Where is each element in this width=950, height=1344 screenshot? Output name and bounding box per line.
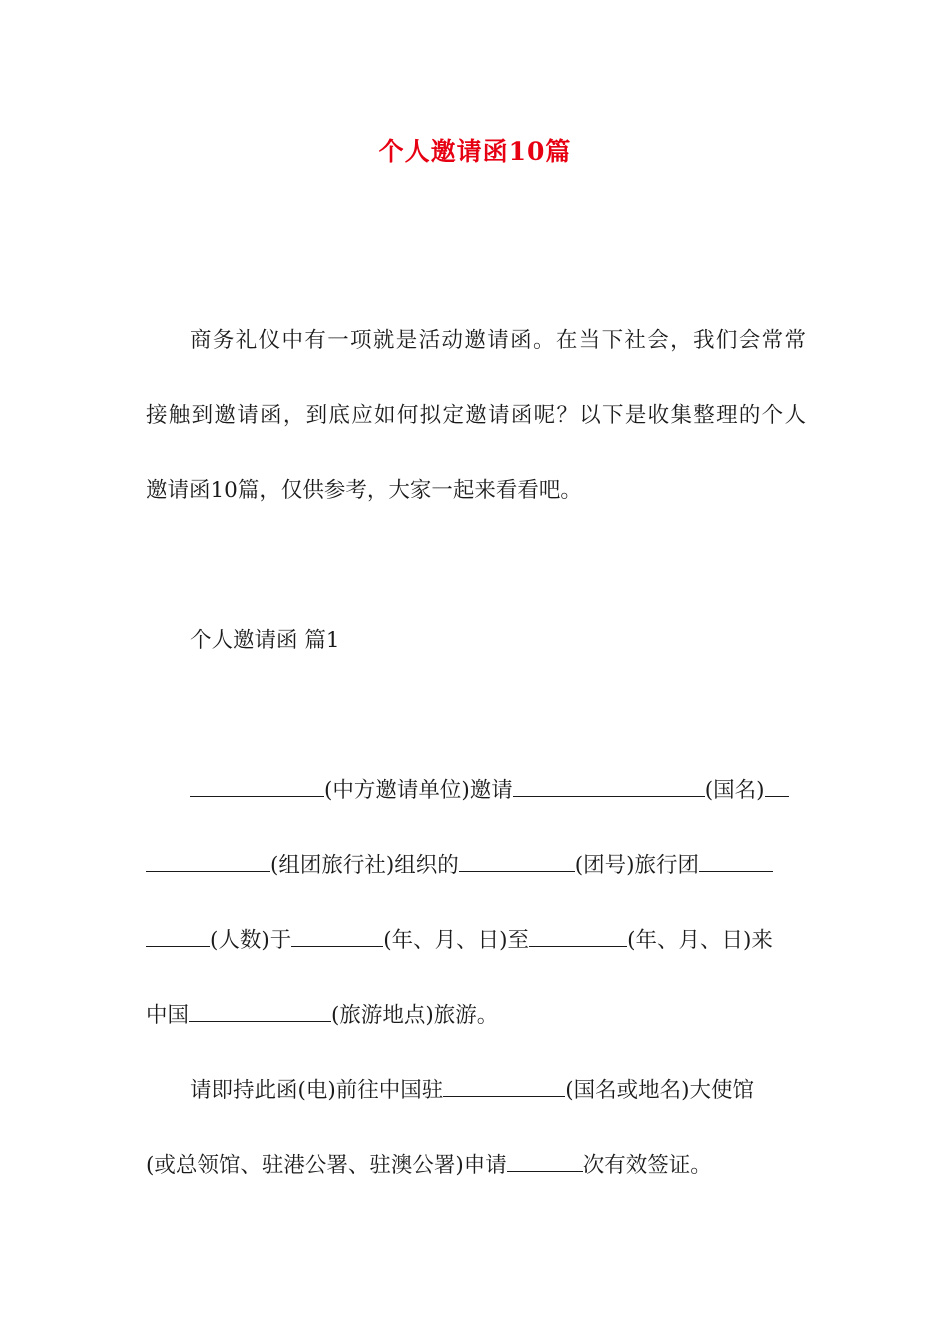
letter-p1-line-1 (190, 776, 806, 806)
blank-agency-start (765, 776, 789, 797)
blank-embassy (443, 1076, 565, 1097)
intro-line-1: 商务礼仪中有一项就是活动邀请函。在当下社会，我们会常常 (190, 328, 806, 353)
text-people: (人数)于 (210, 928, 292, 953)
intro-line-2: 接触到邀请函，到底应如何拟定邀请函呢？以下是收集整理的个人 (146, 403, 806, 428)
blank-group-no (459, 851, 575, 872)
text-china: 中国 (146, 1003, 190, 1028)
document-title: 个人邀请函10篇 (378, 137, 572, 166)
blank-country (513, 776, 705, 797)
text-date-to: (年、月、日)来 (627, 928, 773, 953)
blank-people-start (699, 851, 773, 872)
text-inviting-unit: (中方邀请单位)邀请 (324, 778, 513, 803)
letter-p2-line-2 (146, 1151, 806, 1181)
blank-visa (507, 1151, 583, 1172)
text-date-from: (年、月、日)至 (383, 928, 530, 953)
text-group-no: (团号)旅行团 (574, 853, 700, 878)
text-go: 请即持此函(电)前往中国驻 (190, 1078, 444, 1103)
blank-date-from (291, 926, 383, 947)
letter-p2-line-1 (190, 1076, 806, 1106)
text-destination: (旅游地点)旅游。 (331, 1003, 499, 1028)
section-heading: 个人邀请函 篇1 (190, 628, 340, 653)
intro-line-3: 邀请函10篇，仅供参考，大家一起来看看吧。 (146, 478, 582, 503)
text-country: (国名) (704, 778, 765, 803)
letter-p1-line-3 (146, 926, 806, 956)
text-visa: 次有效签证。 (582, 1153, 712, 1178)
blank-people (146, 926, 210, 947)
letter-p1-line-2 (146, 851, 806, 881)
text-agency: (组团旅行社)组织的 (270, 853, 459, 878)
blank-date-to (529, 926, 627, 947)
text-consulate: (或总领馆、驻港公署、驻澳公署)申请 (146, 1153, 507, 1178)
letter-p1-line-4 (146, 1001, 806, 1031)
blank-destination (189, 1001, 331, 1022)
text-embassy: (国名或地名)大使馆 (565, 1078, 755, 1103)
blank-inviting-unit (190, 776, 324, 797)
blank-agency (146, 851, 270, 872)
